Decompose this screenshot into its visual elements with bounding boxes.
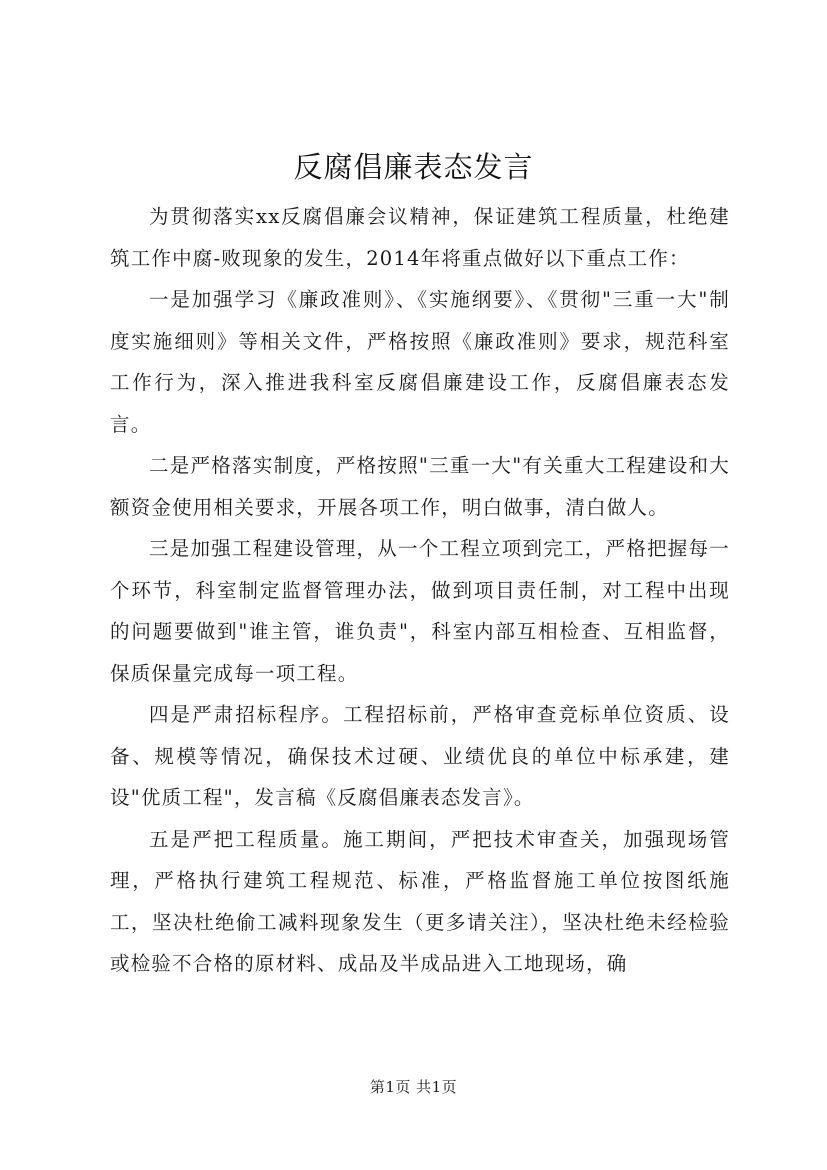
paragraph-item-2: 二是严格落实制度，严格按照"三重一大"有关重大工程建设和大额资金使用相关要求，开展各项工作，明白做事，清白做人。 [110, 454, 730, 519]
document-body [110, 196, 730, 985]
page-number-footer: 第1页 共1页 [369, 1078, 458, 1096]
paragraph-item-3: 三是加强工程建设管理，从一个工程立项到完工，严格把握每一个环节，科室制定监督管理办法，做到项目责任制，对工程中出现的问题要做到"谁主管，谁负责"，科室内部互相检查、互相监督，保质保量完成每一项工程。 [110, 537, 730, 685]
document-title: 反腐倡廉表态发言 [293, 150, 534, 184]
paragraph-item-5: 五是严把工程质量。施工期间，严把技术审查关，加强现场管理，严格执行建筑工程规范、标准，严格监督施工单位按图纸施工，坚决杜绝偷工减料现象发生（更多请关注），坚决杜绝未经检验或检验不合格的原材料、成品及半成品进入工地现场，确 [110, 827, 730, 975]
paragraph-item-4: 四是严肃招标程序。工程招标前，严格审查竞标单位资质、设备、规模等情况，确保技术过硬、业绩优良的单位中标承建，建设"优质工程"，发言稿《反腐倡廉表态发言》。 [110, 703, 730, 809]
paragraph-item-1: 一是加强学习《廉政准则》、《实施纲要》、《贯彻"三重一大"制度实施细则》等相关文件，严格按照《廉政准则》要求，规范科室工作行为，深入推进我科室反腐倡廉建设工作，反腐倡廉表态发言。 [110, 288, 730, 436]
paragraph-intro: 为贯彻落实xx反腐倡廉会议精神，保证建筑工程质量，杜绝建筑工作中腐-败现象的发生，2014年将重点做好以下重点工作： [110, 205, 730, 270]
